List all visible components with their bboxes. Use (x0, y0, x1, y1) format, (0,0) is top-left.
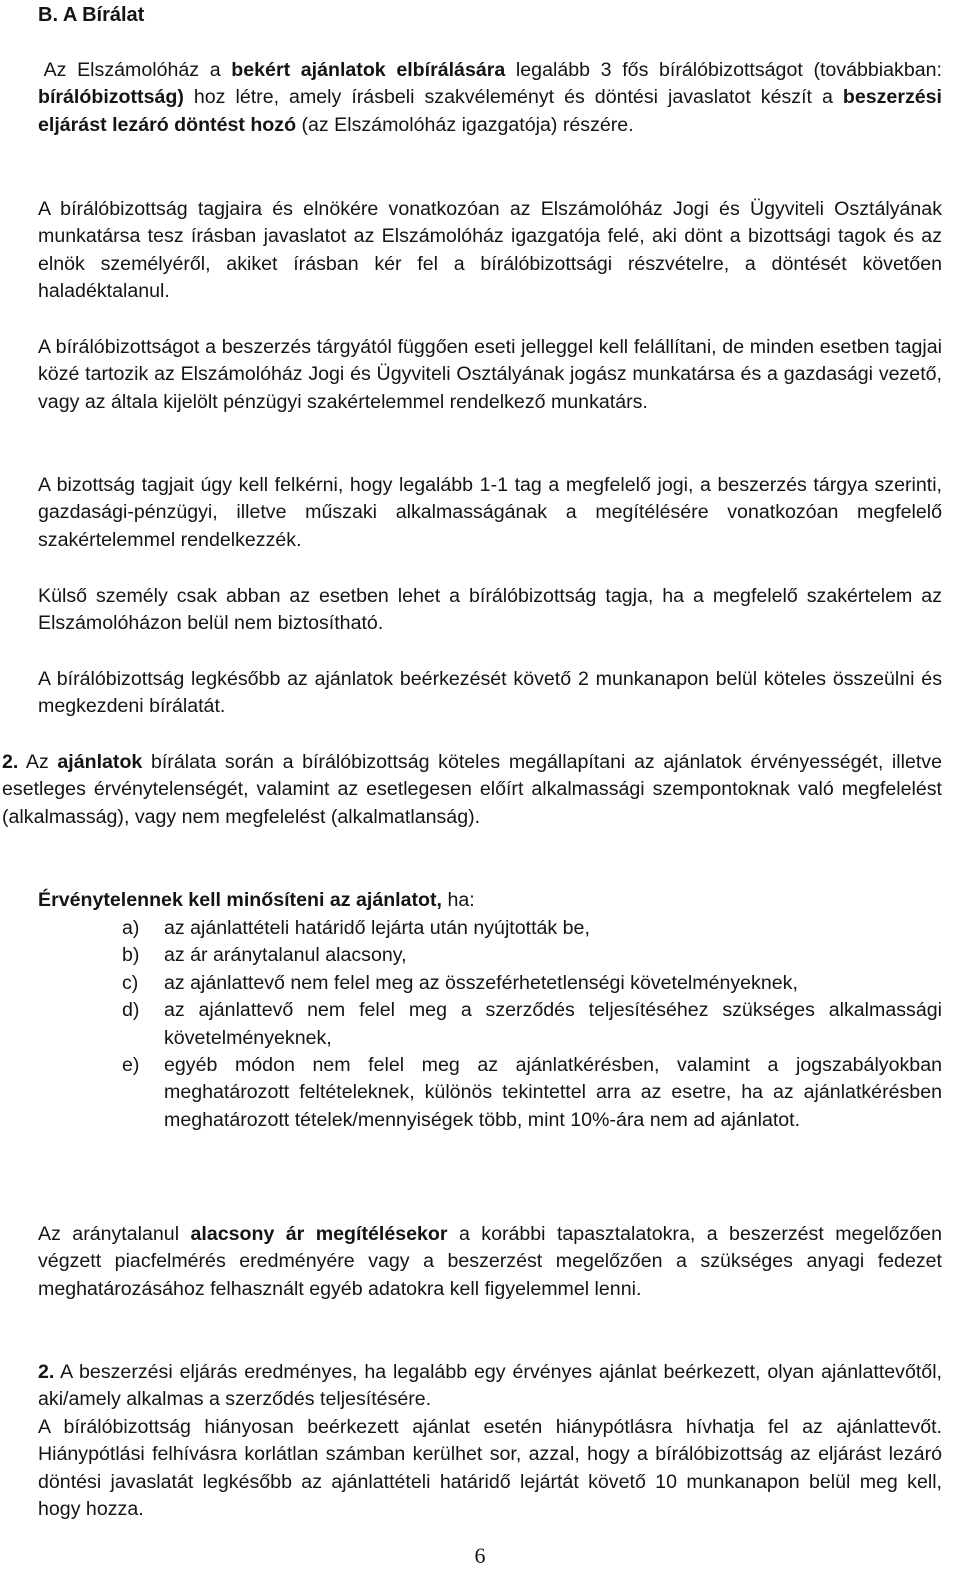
invalid-lead-rest: ha: (442, 889, 475, 911)
list-item (122, 970, 942, 997)
list-item-text: az ajánlattételi határidő lejárta után nyújtották be, (164, 917, 590, 939)
item-2-text-b: bírálata során a bírálóbizottság köteles megállapítani az ajánlatok érvényességét, illetve esetleges érvénytelenségét, valamint az esetlegesen előírt alkalmassági szempontoknak való megfelelést (alkalmasság), vagy nem megfelelést (alkalmatlanság). (2, 751, 942, 828)
low-price-bold: alacsony ár megítélésekor (190, 1223, 448, 1245)
section-heading: B. A Bírálat (38, 4, 145, 26)
item-3-line-2: A bírálóbizottság hiányosan beérkezett ajánlat esetén hiánypótlásra hívhatja fel az ajánlattevőt. Hiánypótlási felhívásra korlátlan számban kerülhet sor, azzal, hogy a bírálóbizottság az eljárást lezáró döntési javaslatát legkésőbb az ajánlattételi határidő lejártát követő 10 munkanapon belül meg kell, hogy hozza. (38, 1415, 942, 1521)
list-item-text: az ár aránytalanul alacsony, (164, 944, 407, 967)
list-item (122, 915, 942, 942)
item-1-bold-c: beszerzési eljárást lezáró döntést hozó (38, 86, 942, 136)
paragraph-external-member: Külső személy csak abban az esetben lehet a bírálóbizottság tagja, ha a megfelelő szakértelem az Elszámolóházon belül nem biztosítható. (38, 585, 942, 635)
list-item-text: egyéb módon nem felel meg az ajánlatkérésben, valamint a jogszabályokban meghatározott feltételeknek, különös tekintettel arra az esetre, ha az ajánlatkérésben meghatározott tételek/mennyiségek több, mint 10%-ára nem ad ajánlatot. (164, 1054, 942, 1131)
item-1-text-c: hoz létre, amely írásbeli szakvéleményt és döntési javaslatot készít a (183, 86, 843, 109)
low-price-text-a: Az aránytalanul (38, 1223, 191, 1245)
list-item-label: b) (122, 944, 140, 967)
item-2-text-a: Az (18, 751, 58, 773)
page-number: 6 (474, 1543, 486, 1568)
list-item (122, 997, 942, 1052)
item-3-line-1: A beszerzési eljárás eredményes, ha legalább egy érvényes ajánlat beérkezett, olyan ajánlattevőtől, aki/amely alkalmas a szerződés teljesítésére. (38, 1361, 942, 1411)
list-item-label: d) (122, 999, 140, 1022)
item-1-text-d: (az Elszámolóház igazgatója) részére. (296, 113, 634, 136)
item-1-number (10, 57, 34, 84)
item-3-number: 2. (38, 1361, 55, 1383)
item-2-bold: ajánlatok (57, 751, 143, 773)
list-item-label: a) (122, 917, 140, 939)
paragraph-meeting-deadline: A bírálóbizottság legkésőbb az ajánlatok beérkezését követő 2 munkanapon belül köteles összeülni és megkezdeni bírálatát. (38, 668, 942, 718)
list-item-label: c) (122, 971, 139, 994)
low-price-text-b: a korábbi tapasztalatokra, a beszerzést megelőzően végzett piacfelmérés eredményére vagy a beszerzést megelőzően a szükséges anyagi fedezet meghatározásához felhasznált egyéb adatokra kell figyelemmel lenni. (38, 1223, 942, 1300)
item-1-bold-a: bekért ajánlatok elbírálására (231, 59, 506, 81)
paragraph-committee-members: A bírálóbizottság tagjaira és elnökére vonatkozóan az Elszámolóház Jogi és Ügyviteli Osztályának munkatársa tesz írásban javaslatot az Elszámolóház igazgatója felé, aki dönt a bizottsági tagok és az elnök személyéről, akiket írásban kér fel a bírálóbizottsági részvételre, a döntését követően haladéktalanul. (38, 198, 942, 303)
item-1-bold-b: bírálóbizottság) (38, 86, 184, 109)
item-2-number: 2. (2, 751, 19, 773)
list-item-label: e) (122, 1054, 140, 1077)
item-3-paragraph (38, 1359, 942, 1523)
list-item-text: az ajánlattevő nem felel meg a szerződés teljesítéséhez szükséges alkalmassági követelményeknek, (164, 999, 942, 1049)
paragraph-committee-setup: A bírálóbizottságot a beszerzés tárgyától függően eseti jelleggel kell felállítani, de minden esetben tagjai közé tartozik az Elszámolóház Jogi és Ügyviteli Osztályának jogász munkatársa és a gazdasági vezető, vagy az általa kijelölt pénzügyi szakértelemmel rendelkező munkatárs. (38, 336, 942, 413)
item-2-paragraph (2, 749, 942, 831)
item-1-text-a: Az Elszámolóház a (43, 59, 232, 81)
list-item (122, 1052, 942, 1134)
paragraph-low-price (38, 1221, 942, 1303)
invalid-lead-bold: Érvénytelennek kell minősíteni az ajánlatot, (38, 889, 442, 911)
paragraph-committee-expertise: A bizottság tagjait úgy kell felkérni, hogy legalább 1-1 tag a megfelelő jogi, a beszerzés tárgya szerinti, gazdasági-pénzügyi, illetve műszaki alkalmasságának a megítélésére vonatkozóan megfelelő szakértelemmel rendelkezzék. (38, 474, 942, 551)
item-1-text-b: legalább 3 fős bírálóbizottságot (továbbiakban: (505, 59, 942, 81)
invalid-lead (38, 887, 942, 914)
list-item (122, 942, 942, 969)
invalid-conditions-list (122, 915, 942, 1134)
list-item-text: az ajánlattevő nem felel meg az összeférhetetlenségi követelményeknek, (164, 971, 798, 994)
item-1-paragraph (38, 57, 942, 139)
